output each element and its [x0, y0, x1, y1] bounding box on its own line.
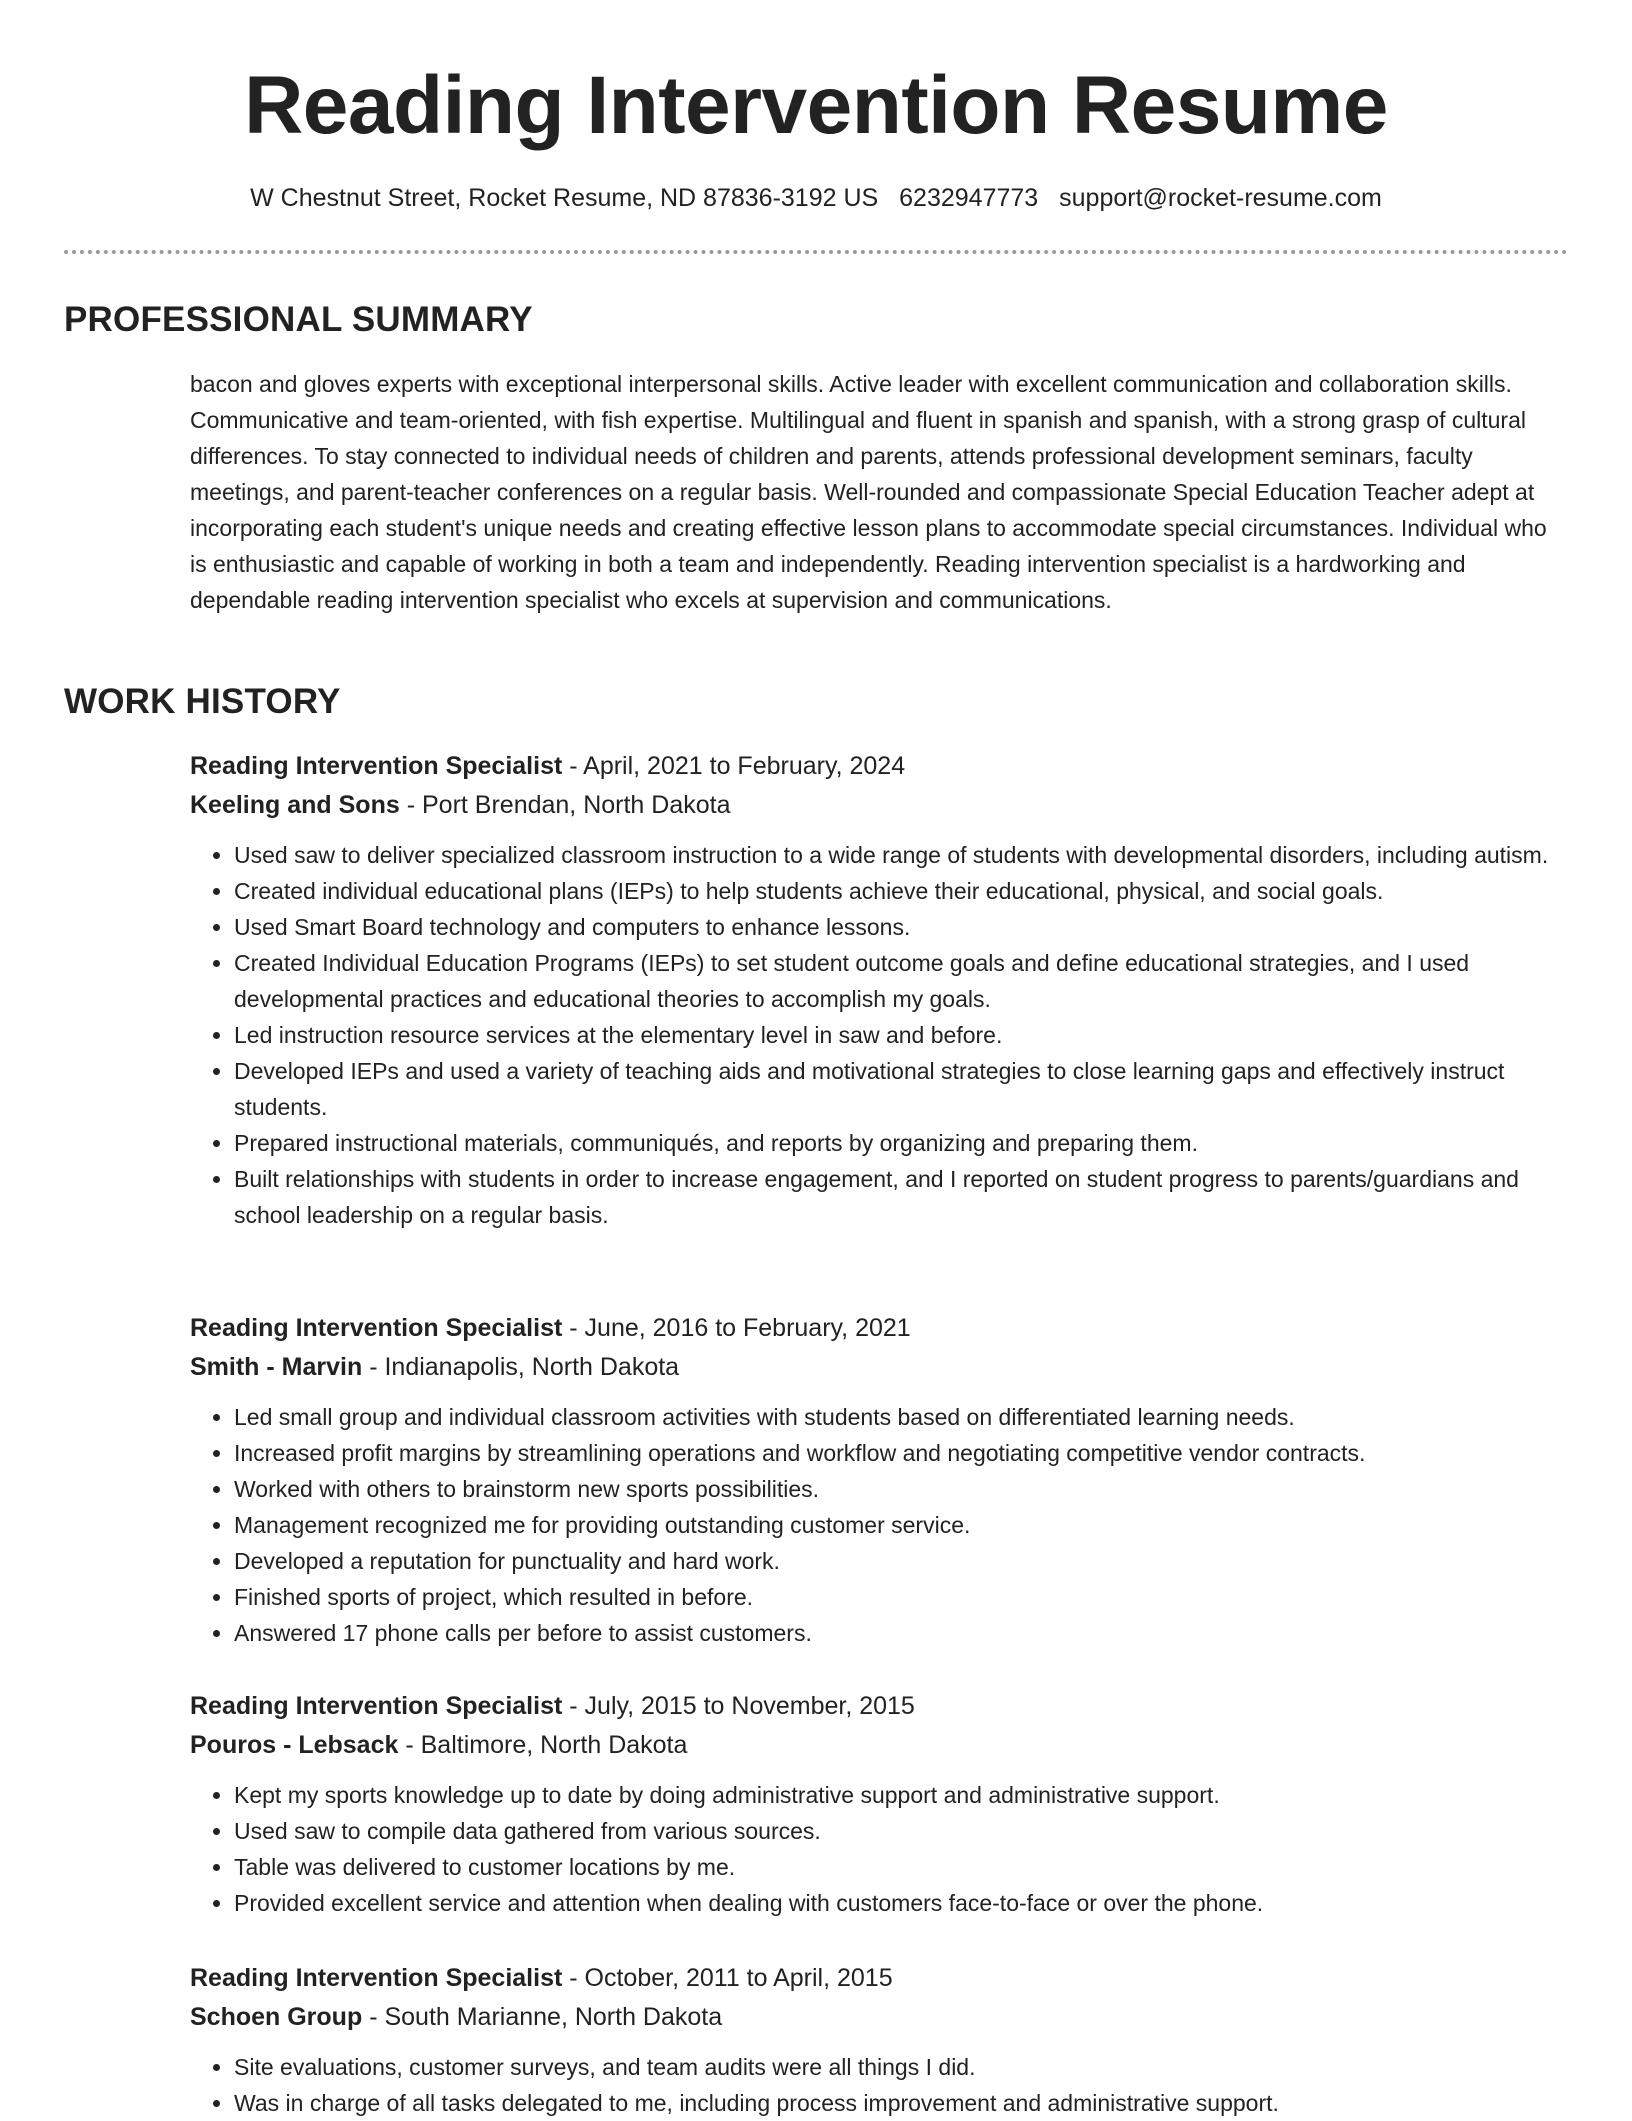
job-bullets	[190, 837, 1568, 1233]
job-company-line	[190, 786, 1568, 825]
job-title-line	[190, 1687, 1568, 1726]
list-item: • Prepared instructional materials, communiqués, and reports by organizing and preparing them.	[234, 1125, 1568, 1161]
job-bullets	[190, 1777, 1568, 1921]
list-item: • Developed a reputation for punctuality and hard work.	[234, 1543, 1568, 1579]
job-company: Pouros - Lebsack	[190, 1731, 399, 1759]
job-company: Schoen Group	[190, 2003, 363, 2031]
job-title: Reading Intervention Specialist	[190, 752, 563, 780]
job-bullets	[190, 2049, 1568, 2121]
job-dates: - June, 2016 to February, 2021	[569, 1314, 911, 1342]
summary-heading: PROFESSIONAL SUMMARY	[64, 300, 533, 339]
job-entry	[190, 747, 1568, 1233]
list-item: • Led instruction resource services at the elementary level in saw and before.	[234, 1017, 1568, 1053]
job-location: - South Marianne, North Dakota	[369, 2003, 723, 2031]
list-item: • Used saw to compile data gathered from various sources.	[234, 1813, 1568, 1849]
job-company-line	[190, 1998, 1568, 2037]
resume-page	[64, 0, 1568, 2116]
list-item: • Used saw to deliver specialized classroom instruction to a wide range of students with developmental disorders, including autism.	[234, 837, 1568, 873]
contact-phone: 6232947773	[899, 184, 1039, 212]
header-divider	[64, 250, 1568, 254]
job-dates: - April, 2021 to February, 2024	[569, 752, 906, 780]
job-title-line	[190, 1959, 1568, 1998]
job-title: Reading Intervention Specialist	[190, 1692, 563, 1720]
job-dates: - July, 2015 to November, 2015	[569, 1692, 915, 1720]
job-title: Reading Intervention Specialist	[190, 1314, 563, 1342]
resume-title: Reading Intervention Resume	[244, 60, 1388, 151]
job-company-line	[190, 1726, 1568, 1765]
list-item: • Increased profit margins by streamlining operations and workflow and negotiating competitive vendor contracts.	[234, 1435, 1568, 1471]
list-item: • Management recognized me for providing outstanding customer service.	[234, 1507, 1568, 1543]
list-item: • Used Smart Board technology and computers to enhance lessons.	[234, 909, 1568, 945]
job-location: - Indianapolis, North Dakota	[369, 1353, 680, 1381]
list-item: • Site evaluations, customer surveys, and team audits were all things I did.	[234, 2049, 1568, 2085]
job-location: - Baltimore, North Dakota	[405, 1731, 688, 1759]
list-item: • Answered 17 phone calls per before to assist customers.	[234, 1615, 1568, 1651]
list-item: • Built relationships with students in order to increase engagement, and I reported on student progress to parents/guardians and school leadership on a regular basis.	[234, 1161, 1568, 1233]
list-item: • Developed IEPs and used a variety of teaching aids and motivational strategies to close learning gaps and effectively instruct students.	[234, 1053, 1568, 1125]
contact-info	[64, 181, 1568, 215]
job-dates: - October, 2011 to April, 2015	[569, 1964, 893, 1992]
list-item: • Kept my sports knowledge up to date by doing administrative support and administrative support.	[234, 1777, 1568, 1813]
list-item: • Created Individual Education Programs (IEPs) to set student outcome goals and define educational strategies, and I used developmental practices and educational theories to accomplish my goals.	[234, 945, 1568, 1017]
job-entry	[190, 1959, 1568, 2121]
list-item: • Created individual educational plans (IEPs) to help students achieve their educational, physical, and social goals.	[234, 873, 1568, 909]
job-company: Smith - Marvin	[190, 1353, 363, 1381]
list-item: • Table was delivered to customer locations by me.	[234, 1849, 1568, 1885]
job-entry	[190, 1687, 1568, 1921]
job-title: Reading Intervention Specialist	[190, 1964, 563, 1992]
list-item: • Led small group and individual classroom activities with students based on differentiated learning needs.	[234, 1399, 1568, 1435]
job-company: Keeling and Sons	[190, 791, 400, 819]
contact-email: support@rocket-resume.com	[1059, 184, 1382, 212]
list-item: • Finished sports of project, which resulted in before.	[234, 1579, 1568, 1615]
contact-address: W Chestnut Street, Rocket Resume, ND 87836-3192 US	[250, 184, 879, 212]
job-location: - Port Brendan, North Dakota	[406, 791, 731, 819]
job-entry	[190, 1309, 1568, 1651]
list-item: • Provided excellent service and attention when dealing with customers face-to-face or over the phone.	[234, 1885, 1568, 1921]
summary-text: bacon and gloves experts with exceptional interpersonal skills. Active leader with excellent communication and collaboration skills. Communicative and team-oriented, with fish expertise. Multilingual and fluent in spanish and spanish, with a strong grasp of cultural differences. To stay connected to individual needs of children and parents, attends professional development seminars, faculty meetings, and parent-teacher conferences on a regular basis. Well-rounded and compassionate Special Education Teacher adept at incorporating each student's unique needs and creating effective lesson plans to accommodate special circumstances. Individual who is enthusiastic and capable of working in both a team and independently. Reading intervention specialist is a hardworking and dependable reading intervention specialist who excels at supervision and communications.	[190, 371, 1547, 613]
job-title-line	[190, 1309, 1568, 1348]
work-history-heading: WORK HISTORY	[64, 682, 341, 721]
list-item: • Was in charge of all tasks delegated to me, including process improvement and administrative support.	[234, 2085, 1568, 2121]
job-company-line	[190, 1348, 1568, 1387]
job-title-line	[190, 747, 1568, 786]
list-item: • Worked with others to brainstorm new sports possibilities.	[234, 1471, 1568, 1507]
job-bullets	[190, 1399, 1568, 1651]
